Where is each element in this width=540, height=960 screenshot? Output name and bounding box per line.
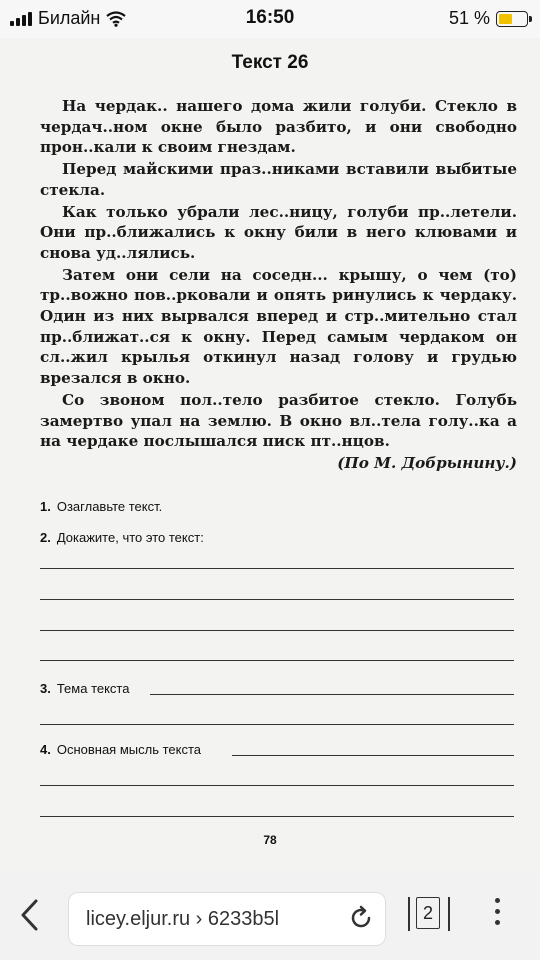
page-number: 78 <box>263 833 277 847</box>
task-text: Озаглавьте текст. <box>56 499 163 514</box>
reload-icon[interactable] <box>348 905 374 938</box>
clock: 16:50 <box>245 7 295 28</box>
paragraph: Со звоном пол..тело разбитое стекло. Голубь замертво упал на землю. В окно вл..тела голу..ка а на чердаке послышался писк пт..нцов. <box>40 390 517 451</box>
tab-count[interactable]: 2 <box>416 897 440 929</box>
task-number: 1. <box>40 499 51 514</box>
paragraph: Перед майскими праз..никами вставили выбитые стекла. <box>40 160 517 199</box>
battery-fill <box>499 14 512 24</box>
answer-line <box>40 568 514 569</box>
tabs-icon[interactable] <box>410 897 440 929</box>
task-4 <box>40 742 201 757</box>
status-right <box>449 8 528 29</box>
browser-toolbar <box>0 870 540 960</box>
status-bar <box>0 0 540 38</box>
task-2 <box>40 530 204 545</box>
battery-percent: 51 % <box>448 8 490 28</box>
task-number: 4. <box>40 742 51 757</box>
answer-line <box>40 599 514 600</box>
author-credit: (По М. Добрынину.) <box>337 453 517 472</box>
task-number: 3. <box>40 681 51 696</box>
page-title: Текст 26 <box>231 52 309 73</box>
battery-icon <box>496 11 528 27</box>
answer-line <box>40 785 514 786</box>
task-number: 2. <box>40 530 51 545</box>
answer-line <box>232 755 514 756</box>
answer-line <box>150 694 514 695</box>
task-text: Тема текста <box>56 681 130 696</box>
more-vertical-icon[interactable] <box>495 898 503 931</box>
task-3 <box>40 681 129 696</box>
battery-cap <box>529 16 532 22</box>
answer-line <box>40 816 514 817</box>
back-chevron-icon[interactable] <box>18 898 40 939</box>
paragraph: На чердак.. нашего дома жили голуби. Стекло в чердач..ном окне было разбито, и они свободно прон..кали к своим гнездам. <box>40 97 517 157</box>
paragraph: Как только убрали лес..ницу, голуби пр..летели. Они пр..ближались к окну били в него клювами и снова уд..лялись. <box>40 202 517 262</box>
answer-line <box>40 724 514 725</box>
task-1 <box>40 499 162 514</box>
answer-line <box>40 660 514 661</box>
paragraph: Затем они сели на соседн... крышу, о чем (то) тр..вожно пов..рковали и опять ринулись к чердаку. Один из них вырвался вперед и стр..мительно стал пр..ближат..ся к окну. Перед самым чердаком он сл..жил крылья откинул назад голову и грудью врезался в окно. <box>40 265 517 388</box>
task-text: Докажите, что это текст: <box>56 530 204 545</box>
story-text <box>40 96 517 474</box>
address-bar[interactable] <box>68 892 386 946</box>
task-text: Основная мысль текста <box>56 742 201 757</box>
document-page <box>0 38 540 870</box>
carrier-label: Билайн <box>38 8 101 28</box>
url-text[interactable]: licey.eljur.ru › 6233b5l <box>86 908 280 930</box>
answer-line <box>40 630 514 631</box>
